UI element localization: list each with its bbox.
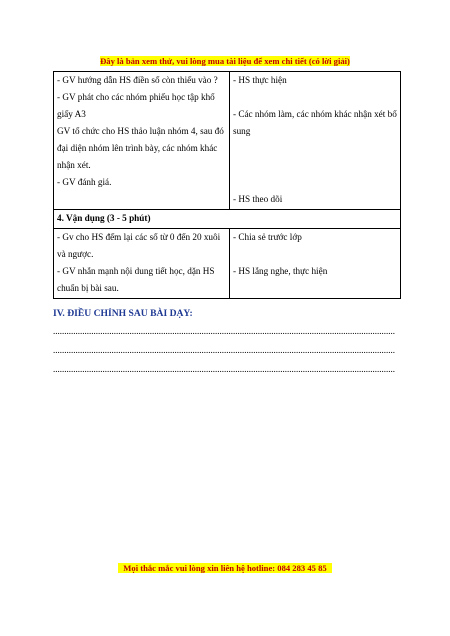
teacher-step: - GV hướng dẫn HS điền số còn thiếu vào ? — [57, 75, 218, 85]
section-iv-heading: IV. ĐIỀU CHỈNH SAU BÀI DẠY: — [53, 308, 193, 319]
table-row — [54, 229, 401, 299]
dotted-line: ........................................................................................................................................................ — [53, 364, 395, 374]
table-row — [54, 210, 401, 229]
student-step: - HS lắng nghe, thực hiện — [233, 266, 328, 276]
student-step: - HS thực hiện — [233, 75, 287, 85]
student-activity-cell — [230, 72, 401, 210]
teacher-step: - Gv cho HS đếm lại các số từ 0 đến 20 xuôi và ngược. — [57, 232, 221, 259]
teacher-activity-cell — [54, 229, 230, 299]
table-row — [54, 72, 401, 210]
teacher-activity-cell — [54, 72, 230, 210]
preview-banner — [0, 56, 450, 66]
teacher-step: - GV đánh giá. — [57, 177, 112, 187]
dotted-line: ........................................................................................................................................................ — [53, 345, 395, 355]
hotline-banner: Mọi thắc mắc vui lòng xin liên hệ hotline: 084 283 45 85 — [118, 563, 332, 573]
teacher-step: - GV nhắn mạnh nội dung tiết học, dặn HS chuẩn bị bài sau. — [57, 266, 215, 293]
preview-banner-text: Đây là bản xem thử, vui lòng mua tài liệu để xem chi tiết (có lời giải) — [100, 56, 350, 66]
teacher-step: GV tổ chức cho HS thảo luận nhóm 4, sau đó đại diện nhóm lên trình bày, các nhóm khác nhận xét. — [57, 126, 224, 170]
dotted-line: ........................................................................................................................................................ — [53, 326, 395, 336]
lesson-activity-table — [53, 71, 401, 299]
student-step: - Các nhóm làm, các nhóm khác nhận xét bổ sung — [233, 109, 397, 136]
student-activity-cell — [230, 229, 401, 299]
teacher-step: - GV phát cho các nhóm phiếu học tập khổ giấy A3 — [57, 92, 215, 119]
student-step: - Chia sẻ trước lớp — [233, 232, 302, 242]
section-title: 4. Vận dụng (3 - 5 phút) — [54, 210, 401, 229]
student-step: - HS theo dõi — [233, 194, 283, 204]
